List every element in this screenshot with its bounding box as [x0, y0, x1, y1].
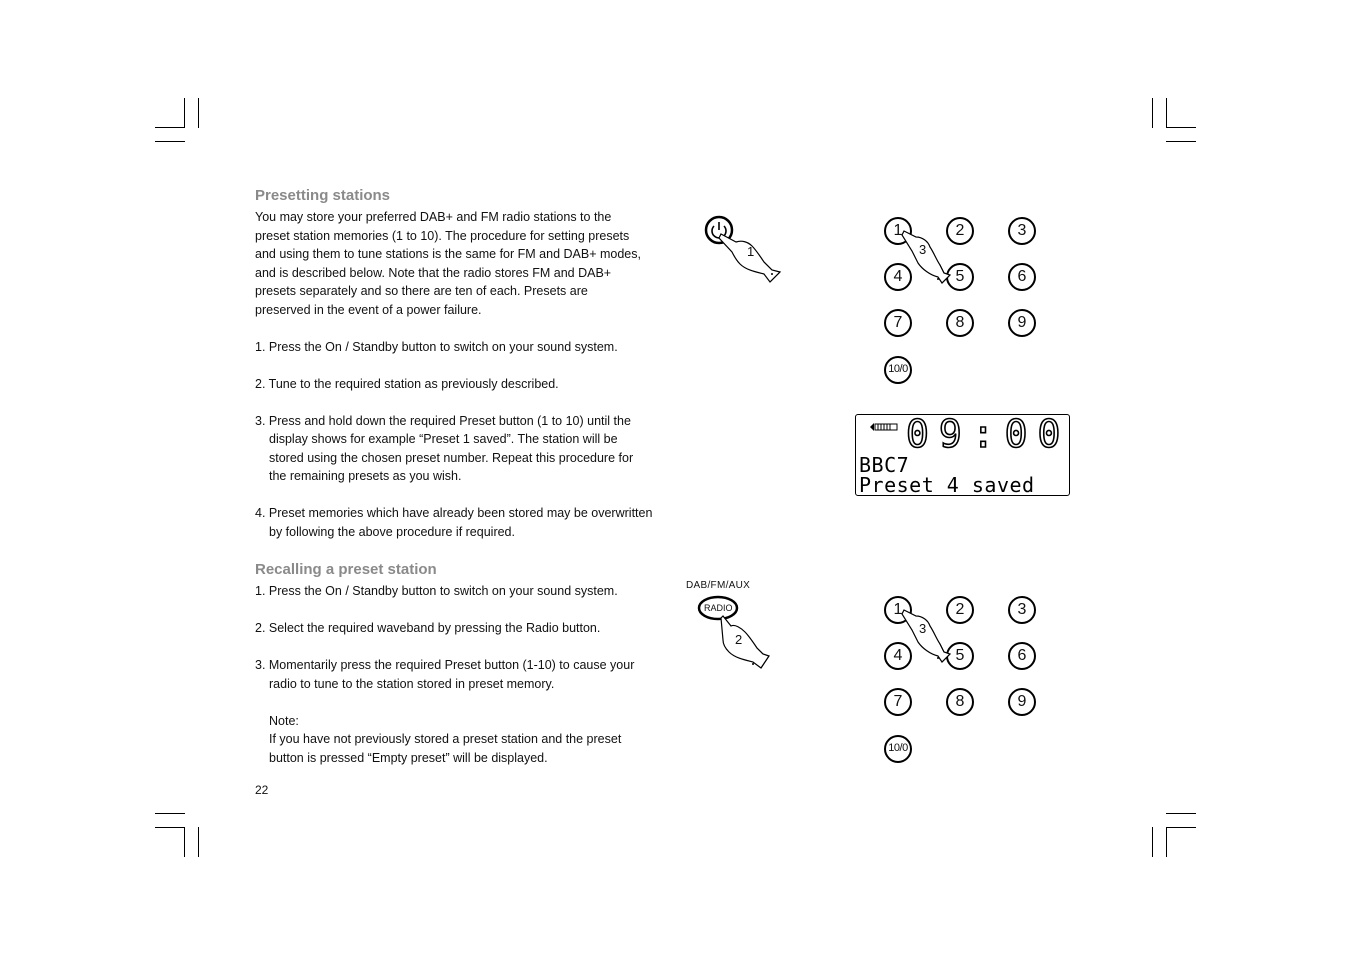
note-label: Note: — [269, 713, 299, 728]
intro-line: and is described below. Note that the radio stores FM and DAB+ — [255, 265, 612, 280]
preset-keypad-top — [884, 215, 1054, 400]
preset-key-7[interactable]: 7 — [884, 688, 912, 716]
crop-mark — [198, 827, 199, 857]
preset-key-1[interactable]: 1 — [884, 596, 912, 624]
section-title-presetting: Presetting stations — [255, 187, 391, 204]
preset-key-4[interactable]: 4 — [884, 642, 912, 670]
presetting-body — [255, 208, 675, 541]
recalling-body — [255, 582, 675, 767]
lcd-line-2: Preset 4 saved — [859, 473, 1035, 497]
callout-step-2: 2 — [735, 632, 743, 647]
preset-key-2[interactable]: 2 — [946, 217, 974, 245]
crop-mark — [198, 98, 199, 128]
step-4-line: by following the above procedure if required. — [269, 524, 515, 539]
crop-mark — [1152, 827, 1153, 857]
lcd-line-1: BBC7 — [859, 453, 910, 477]
radio-button-label: RADIO — [704, 603, 733, 613]
pointing-hand-icon — [900, 604, 960, 674]
preset-key-10[interactable]: 10/0 — [884, 735, 912, 763]
preset-key-10[interactable]: 10/0 — [884, 356, 912, 384]
preset-key-4[interactable]: 4 — [884, 263, 912, 291]
preset-key-6[interactable]: 6 — [1008, 642, 1036, 670]
step-3-line: the remaining presets as you wish. — [269, 469, 462, 483]
crop-mark — [1166, 827, 1167, 857]
callout-step-3: 3 — [919, 621, 927, 636]
crop-mark — [184, 827, 185, 857]
preset-key-5[interactable]: 5 — [946, 263, 974, 291]
crop-mark — [1166, 827, 1196, 828]
step-3-line: stored using the chosen preset number. Repeat this procedure for — [269, 450, 634, 465]
recall-step-2: 2. Select the required waveband by pressing the Radio button. — [255, 621, 601, 635]
recall-step-3: 3. Momentarily press the required Preset button (1-10) to cause your — [255, 658, 635, 672]
pointing-hand-icon — [700, 212, 790, 287]
intro-line: preserved in the event of a power failure. — [255, 302, 482, 317]
pointing-hand-icon — [900, 225, 960, 295]
step-1: 1. Press the On / Standby button to switch on your sound system. — [255, 339, 618, 354]
crop-mark — [1166, 813, 1196, 814]
preset-key-8[interactable]: 8 — [946, 688, 974, 716]
intro-line: presets separately and so there are ten of each. Presets are — [255, 284, 588, 298]
preset-key-8[interactable]: 8 — [946, 309, 974, 337]
power-button-illustration — [700, 212, 790, 287]
preset-key-1[interactable]: 1 — [884, 217, 912, 245]
preset-keypad-bottom — [884, 594, 1054, 779]
note-line: If you have not previously stored a preset station and the preset — [269, 732, 622, 746]
crop-mark — [1166, 98, 1167, 128]
crop-mark — [155, 127, 185, 128]
preset-key-7[interactable]: 7 — [884, 309, 912, 337]
page-number: 22 — [255, 783, 269, 797]
recall-step-3-line: radio to tune to the station stored in preset memory. — [269, 676, 555, 691]
intro-line: preset station memories (1 to 10). The procedure for setting presets — [255, 228, 630, 243]
preset-key-3[interactable]: 3 — [1008, 217, 1036, 245]
note-line: button is pressed “Empty preset” will be displayed. — [269, 750, 548, 765]
lcd-display — [855, 414, 1070, 496]
signal-strength-icon — [870, 422, 900, 432]
step-3-line: display shows for example “Preset 1 saved”. The station will be — [269, 432, 618, 446]
step-4: 4. Preset memories which have already been stored may be overwritten — [255, 506, 653, 520]
crop-mark — [155, 827, 185, 828]
radio-button-illustration — [695, 594, 785, 674]
callout-step-1: 1 — [747, 244, 755, 259]
preset-key-5[interactable]: 5 — [946, 642, 974, 670]
lcd-time: 09:00 — [906, 412, 1071, 456]
crop-mark — [1166, 127, 1196, 128]
preset-key-6[interactable]: 6 — [1008, 263, 1036, 291]
preset-key-2[interactable]: 2 — [946, 596, 974, 624]
radio-button-caption: DAB/FM/AUX — [686, 580, 751, 591]
intro-line: and using them to tune stations is the same for FM and DAB+ modes, — [255, 247, 641, 261]
section-title-recalling: Recalling a preset station — [255, 561, 437, 578]
step-3: 3. Press and hold down the required Preset button (1 to 10) until the — [255, 413, 631, 428]
crop-mark — [155, 813, 185, 814]
crop-mark — [1166, 141, 1196, 142]
intro-line: You may store your preferred DAB+ and FM radio stations to the — [255, 210, 612, 224]
preset-key-9[interactable]: 9 — [1008, 688, 1036, 716]
crop-mark — [1152, 98, 1153, 128]
preset-key-9[interactable]: 9 — [1008, 309, 1036, 337]
crop-mark — [184, 98, 185, 128]
callout-step-3: 3 — [919, 242, 927, 257]
crop-mark — [155, 141, 185, 142]
preset-key-3[interactable]: 3 — [1008, 596, 1036, 624]
step-2: 2. Tune to the required station as previously described. — [255, 376, 559, 391]
recall-step-1: 1. Press the On / Standby button to switch on your sound system. — [255, 584, 618, 598]
